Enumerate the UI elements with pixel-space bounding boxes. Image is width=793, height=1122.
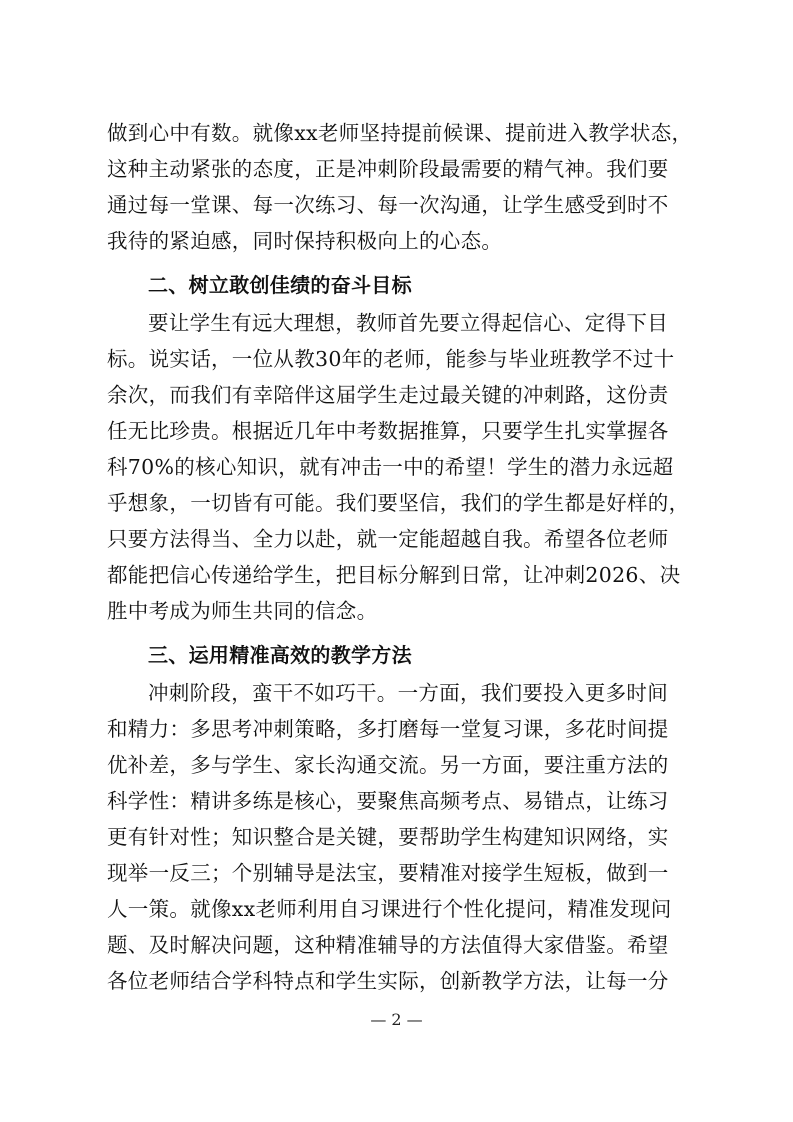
body-text-line: 余次，而我们有幸陪伴这届学生走过最关键的冲刺路，这份责 [107,383,669,407]
body-text-line: 科70%的核心知识，就有冲击一中的希望！学生的潜力永远超 [107,455,674,479]
body-text-line: 更有针对性；知识整合是关键，要帮助学生构建知识网络，实 [107,825,669,849]
body-text-line: 通过每一堂课、每一次练习、每一次沟通，让学生感受到时不 [107,193,669,217]
body-text-line: 胜中考成为师生共同的信念。 [107,599,378,623]
body-text-line: 各位老师结合学科特点和学生实际，创新教学方法，让每一分 [107,969,669,993]
body-text-line: 冲刺阶段，蛮干不如巧干。一方面，我们要投入更多时间 [148,681,668,705]
body-text-line: 人一策。就像xx老师利用自习课进行个性化提问，精准发现问 [107,897,672,921]
body-text-line: 要让学生有远大理想，教师首先要立得起信心、定得下目 [148,311,668,335]
body-text-line: 优补差，多与学生、家长沟通交流。另一方面，要注重方法的 [107,753,669,777]
body-text-line: 做到心中有数。就像xx老师坚持提前候课、提前进入教学状态， [107,121,693,145]
section-heading: 二、树立敢创佳绩的奋斗目标 [148,273,412,297]
body-text-line: 任无比珍贵。根据近几年中考数据推算，只要学生扎实掌握各 [107,419,669,443]
body-text-line: 这种主动紧张的态度，正是冲刺阶段最需要的精气神。我们要 [107,157,669,181]
body-text-line: 现举一反三；个别辅导是法宝，要精准对接学生短板，做到一 [107,861,669,885]
body-text-line: 只要方法得当、全力以赴，就一定能超越自我。希望各位老师 [107,527,669,551]
body-text-line: 标。说实话，一位从教30年的老师，能参与毕业班教学不过十 [107,347,675,371]
section-heading: 三、运用精准高效的教学方法 [148,643,412,667]
body-text-line: 乎想象，一切皆有可能。我们要坚信，我们的学生都是好样的， [107,491,690,515]
body-text-line: 我待的紧迫感，同时保持积极向上的心态。 [107,229,503,253]
body-text-line: 和精力：多思考冲刺策略，多打磨每一堂复习课，多花时间提 [107,717,669,741]
body-text-line: 都能把信心传递给学生，把目标分解到日常，让冲刺2026、决 [107,563,681,587]
page-number: — 2 — [370,1010,423,1029]
body-text-line: 科学性：精讲多练是核心，要聚焦高频考点、易错点，让练习 [107,789,669,813]
body-text-line: 题、及时解决问题，这种精准辅导的方法值得大家借鉴。希望 [107,933,669,957]
